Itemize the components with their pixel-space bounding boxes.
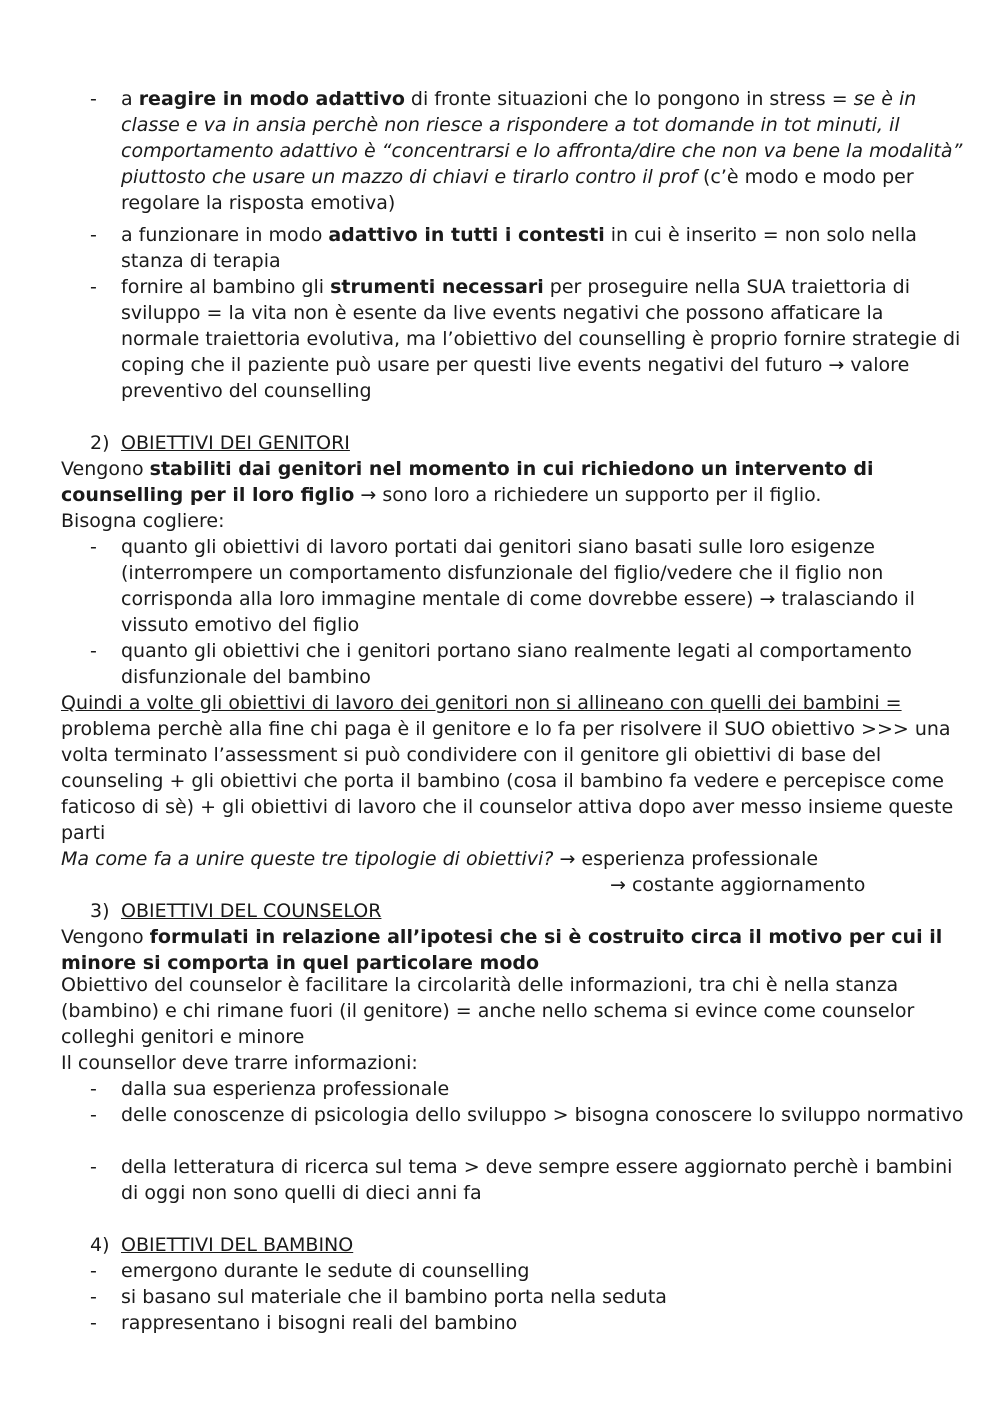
underlined-text: Quindi a volte gli obiettivi di lavoro dei genitori non si allineano con quelli dei bambini = — [61, 692, 902, 714]
bullet-dash: - — [90, 1312, 97, 1334]
list-item: si basano sul materiale che il bambino porta nella seduta — [121, 1286, 667, 1308]
list-item: emergono durante le sedute di counselling — [121, 1260, 530, 1282]
bullet-dash: - — [90, 1260, 97, 1282]
italic-example: se è in classe e va in ansia perchè non riesce a rispondere a tot domande in tot minuti, il comportamento adattivo è “concentrarsi e lo affronta/dire che non va bene la modalità” piuttosto che usare un mazzo di chiavi e tirarlo contro il prof — [121, 88, 963, 188]
text: fornire al bambino gli — [121, 276, 331, 298]
paragraph-quindi — [61, 690, 966, 846]
answer-line: → costante aggiornamento — [610, 874, 866, 896]
bold-text: strumenti necessari — [330, 276, 544, 298]
text: Vengono — [61, 926, 150, 948]
text: (c’è modo e modo per regolare la risposta emotiva) — [121, 166, 914, 214]
bullet-dash: - — [90, 276, 97, 298]
paragraph-cogliere: Bisogna cogliere: — [61, 510, 225, 532]
section-heading-genitori: OBIETTIVI DEI GENITORI — [121, 432, 350, 454]
text: a funzionare in modo — [121, 224, 329, 246]
text: a — [121, 88, 139, 110]
text: di fronte situazioni che lo pongono in stress = — [404, 88, 854, 110]
text: per proseguire nella SUA traiettoria di sviluppo = la vita non è esente da live events negativi che possono affaticare la normale traiettoria evolutiva, ma l’obiettivo del counselling è proprio fornire strategie di coping che il paziente può usare per questi live events negativi del futuro → valore preventivo del counselling — [121, 276, 961, 402]
bold-text: formulati in relazione all’ipotesi che si è costruito circa il motivo per cui il minore si comporta in quel particolare modo — [61, 926, 943, 974]
section-heading-counselor: OBIETTIVI DEL COUNSELOR — [121, 900, 382, 922]
section-number: 2) — [90, 432, 110, 454]
list-item: della letteratura di ricerca sul tema > deve sempre essere aggiornato perchè i bambini di oggi non sono quelli di dieci anni fa — [121, 1156, 953, 1204]
section-number: 3) — [90, 900, 110, 922]
text: problema perchè alla fine chi paga è il genitore e lo fa per risolvere il SUO obiettivo >>> una volta terminato l’assessment si può condividere con il genitore gli obiettivi di base del counseling + gli obiettivi che porta il bambino (cosa il bambino fa vedere e percepisce come faticoso di sè) + gli obiettivi di lavoro che il counselor attiva dopo aver messo insieme queste parti — [61, 718, 954, 844]
text: → sono loro a richiedere un supporto per il figlio. — [354, 484, 822, 506]
bullet-dash: - — [90, 1156, 97, 1178]
italic-question: Ma come fa a unire queste tre tipologie di obiettivi? — [61, 848, 554, 870]
list-item-fornire — [121, 274, 966, 404]
section-number: 4) — [90, 1234, 110, 1256]
bullet-dash: - — [90, 88, 97, 110]
paragraph-genitori-intro — [61, 456, 966, 508]
list-item-reagire — [121, 86, 966, 216]
paragraph-counselor-intro — [61, 924, 966, 976]
bullet-dash: - — [90, 640, 97, 662]
bullet-dash: - — [90, 224, 97, 246]
bold-text: adattivo in tutti i contesti — [328, 224, 605, 246]
bold-text: stabiliti dai genitori nel momento in cui richiedono un intervento di counselling per il loro figlio — [61, 458, 874, 506]
bullet-dash: - — [90, 1104, 97, 1126]
text: Vengono — [61, 458, 150, 480]
question-line — [61, 846, 966, 872]
list-item-funzionare — [121, 222, 966, 274]
bullet-dash: - — [90, 536, 97, 558]
bold-text: reagire in modo adattivo — [138, 88, 405, 110]
text: in cui è inserito = non solo nella stanza di terapia — [121, 224, 917, 272]
list-item: rappresentano i bisogni reali del bambino — [121, 1312, 518, 1334]
list-item: dalla sua esperienza professionale — [121, 1078, 450, 1100]
paragraph-counselor-obiettivo: Obiettivo del counselor è facilitare la circolarità delle informazioni, tra chi è nella stanza (bambino) e chi rimane fuori (il genitore) = anche nello schema si evince come counselor colleghi genitori e minore — [61, 974, 915, 1048]
bullet-dash: - — [90, 1286, 97, 1308]
list-item: delle conoscenze di psicologia dello sviluppo > bisogna conoscere lo sviluppo normativo — [121, 1104, 964, 1126]
section-heading-bambino: OBIETTIVI DEL BAMBINO — [121, 1234, 354, 1256]
list-item: quanto gli obiettivi che i genitori portano siano realmente legati al comportamento disfunzionale del bambino — [121, 640, 912, 688]
text: → esperienza professionale — [553, 848, 819, 870]
bullet-dash: - — [90, 1078, 97, 1100]
list-item: quanto gli obiettivi di lavoro portati dai genitori siano basati sulle loro esigenze (interrompere un comportamento disfunzionale del figlio/vedere che il figlio non corrisponda alla loro immagine mentale di come dovrebbe essere) → tralasciando il vissuto emotivo del figlio — [121, 536, 915, 636]
paragraph-counsellor-informazioni: Il counsellor deve trarre informazioni: — [61, 1052, 418, 1074]
